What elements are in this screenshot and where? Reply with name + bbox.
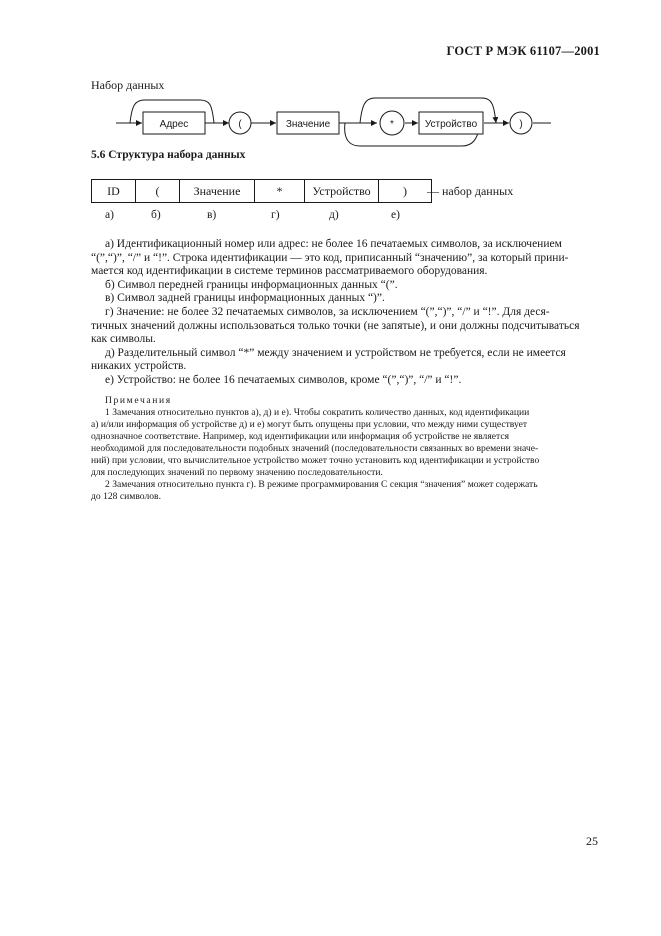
paragraph-d-line: д) Разделительный символ “*” между значением и устройством не требуется, если не имеется (105, 346, 566, 359)
note-2 (91, 479, 598, 503)
note-1-line: 1 Замечания относительно пунктов а), д) и е). Чтобы сократить количество данных, код идентификации (105, 407, 530, 418)
letter-d: д) (329, 209, 339, 221)
letter-e: е) (391, 209, 400, 221)
paragraph-e: е) Устройство: не более 16 печатаемых символов, кроме “(”,“)”, “/” и “!”. (105, 373, 462, 386)
dataset-cell-id: ID (92, 180, 136, 203)
paragraph-d-line: никаких устройств. (91, 360, 187, 373)
letter-b: б) (151, 209, 161, 221)
letter-a: а) (105, 209, 114, 221)
paragraph-g-line: г) Значение: не более 32 печатаемых символов, за исключением “(”,“)”, “/” и “!”. Для деся- (105, 305, 550, 318)
dataset-cell-unit: Устройство (305, 180, 379, 203)
paragraph-a-line: мается код идентификации в системе терминов рассматриваемого оборудования. (91, 265, 488, 278)
paragraph-d (91, 347, 598, 374)
paragraph-a-line: а) Идентификационный номер или адрес: не более 16 печатаемых символов, за исключением (105, 238, 562, 250)
note-1 (91, 407, 598, 479)
diagram-box-unit: Устройство (424, 119, 478, 130)
note-2-line: до 128 символов. (91, 491, 161, 502)
paragraph-a-line: “(”,“)”, “/” и “!”. Строка идентификации — это код, приписанный “значению”, за который прини- (91, 251, 569, 264)
page-number: 25 (586, 834, 598, 848)
note-2-line: 2 Замечания относительно пункта г). В режиме программирования С секция “значения” может содержать (105, 479, 538, 490)
diagram-box-value: Значение (285, 119, 331, 130)
document-header: ГОСТ Р МЭК 61107—2001 (446, 44, 600, 58)
dataset-cell-open: ( (136, 180, 180, 203)
paragraph-g-line: тичных значений должны использоваться только точки (не запятые), и они должны подсчитываться (91, 319, 580, 332)
dataset-cell-value: Значение (180, 180, 255, 203)
note-1-line: однозначное соответствие. Например, код идентификации или информация об устройстве не является (91, 431, 509, 442)
diagram-close-paren: ) (519, 119, 523, 130)
note-1-line: необходимой для последовательности подобных значений (последовательности связанных во времени значе- (91, 443, 539, 454)
diagram-caption: Набор данных (91, 78, 165, 92)
body-text (91, 238, 598, 388)
paragraph-g-line: как символы. (91, 333, 156, 346)
paragraph-g (91, 306, 598, 347)
dataset-cell-star: * (255, 180, 305, 203)
letter-g: г) (271, 209, 280, 221)
dataset-structure-table (91, 179, 432, 203)
paragraph-a (91, 238, 598, 279)
note-1-line: ний) при условии, что вычислительное устройство может точно установить код идентификации и устройство (91, 455, 540, 466)
paragraph-b: б) Символ передней границы информационных данных “(”. (105, 278, 398, 291)
diagram-star: * (390, 119, 394, 130)
diagram-box-address: Адрес (159, 119, 189, 130)
notes-block (91, 395, 598, 503)
dataset-suffix: — набор данных (427, 184, 514, 198)
notes-title: Примечания (105, 395, 172, 406)
dataset-cell-close: ) (379, 180, 432, 203)
section-title: 5.6 Структура набора данных (91, 149, 246, 161)
paragraph-v: в) Символ задней границы информационных данных “)”. (105, 292, 385, 305)
letter-v: в) (207, 209, 217, 221)
note-1-line: а) и/или информация об устройстве д) и е) могут быть опущены при условии, что между ними существует (91, 419, 528, 430)
syntax-diagram (0, 0, 661, 170)
note-1-line: для последующих значений по первому значению последовательности. (91, 467, 383, 478)
diagram-open-paren: ( (238, 119, 242, 130)
